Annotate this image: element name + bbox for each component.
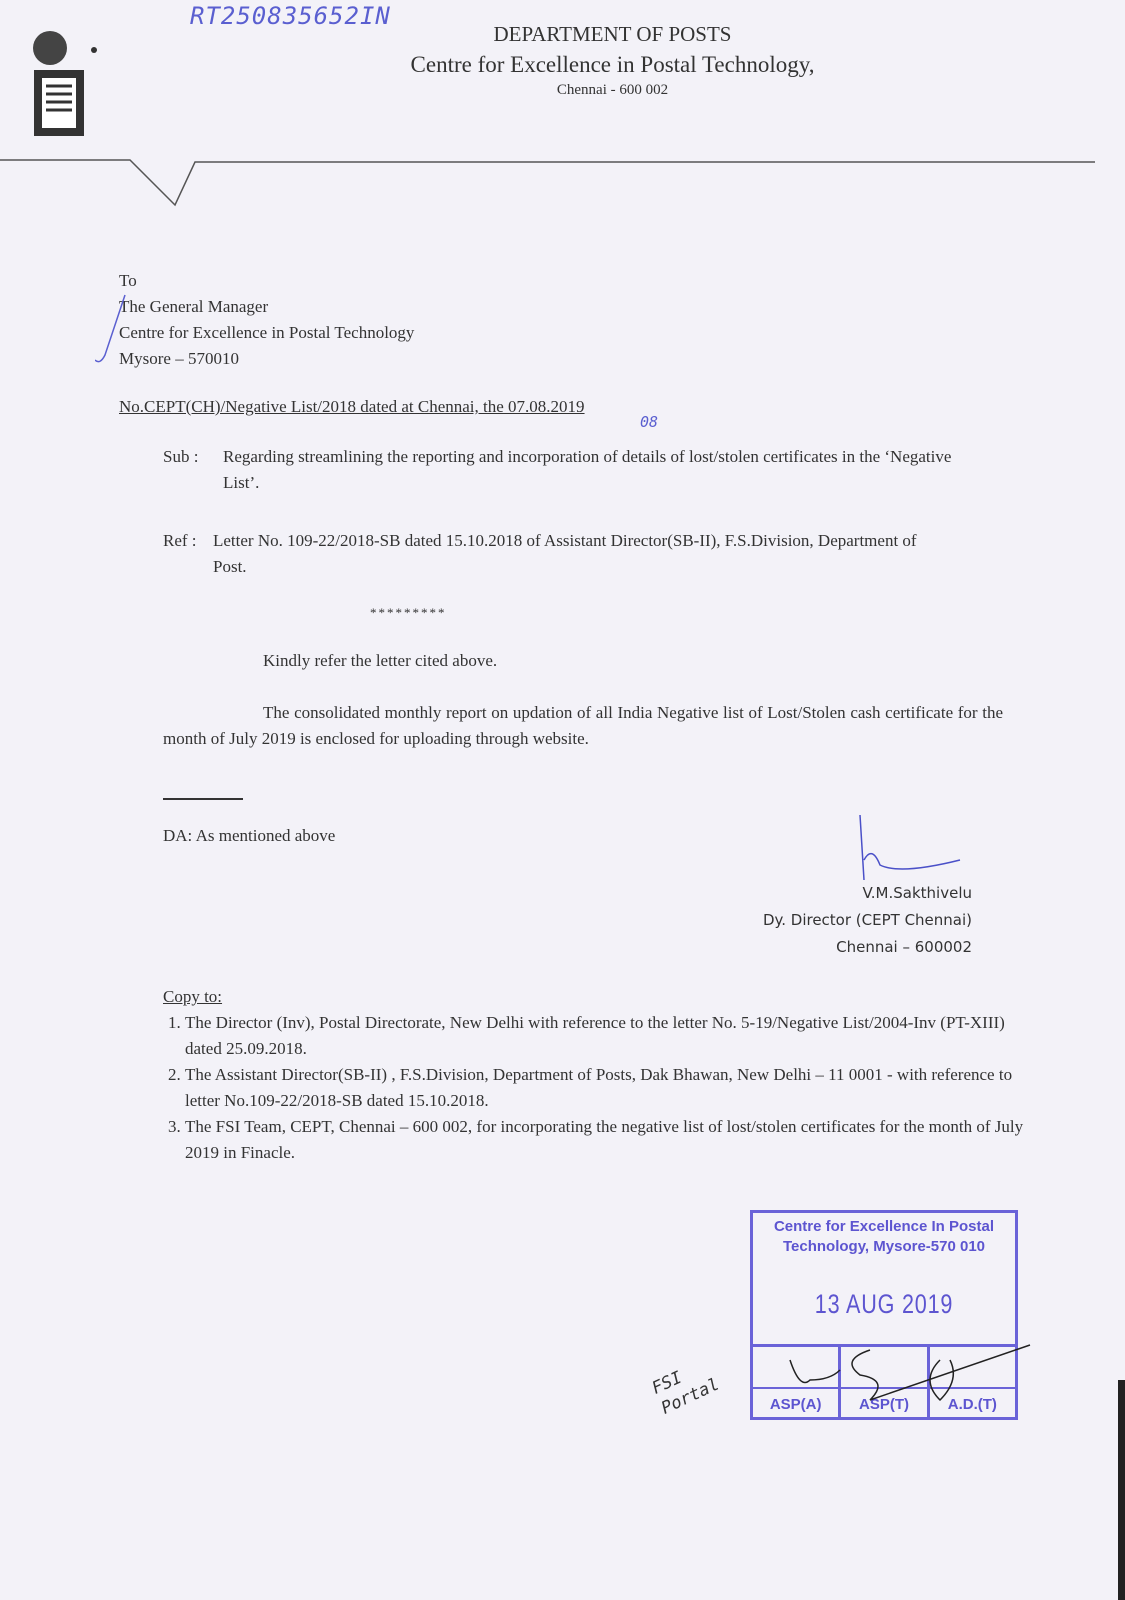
to-label: To [119, 271, 137, 290]
scan-edge [1118, 1380, 1125, 1600]
handwritten-underline [163, 798, 243, 800]
subject-label: Sub : [163, 447, 199, 466]
handwritten-note: FSI Portal [648, 1367, 723, 1419]
signatory-name: V.M.Sakthivelu [862, 884, 972, 902]
handwritten-tracking-number: RT250835652IN [190, 2, 391, 30]
handwritten-checkmark [95, 290, 135, 370]
addressee-line: The General Manager [119, 297, 269, 316]
initials-signatures [780, 1340, 1060, 1420]
header-department: DEPARTMENT OF POSTS [493, 22, 732, 46]
body-paragraph-2: The consolidated monthly report on updation of all India Negative list of Lost/Stolen cash certificate for the month of July 2019 is enclosed for uploading through website. [163, 703, 1003, 748]
signature [850, 810, 970, 890]
enclosure-note: DA: As mentioned above [163, 826, 336, 845]
header-city: Chennai - 600 002 [556, 82, 669, 98]
copy-to-list [163, 1010, 1045, 1166]
stamp-cell-asp-t: ASP(T) [841, 1347, 929, 1417]
ref-text: Letter No. 109-22/2018-SB dated 15.10.2018 of Assistant Director(SB-II), F.S.Division, Department of Post. [213, 531, 917, 576]
stamp-line-2: Technology, Mysore-570 010 [782, 1238, 986, 1255]
header-divider [0, 155, 1125, 215]
signatory-designation: Dy. Director (CEPT Chennai) [762, 911, 972, 929]
separator-stars: ********* [370, 605, 447, 620]
signatory-city: Chennai – 600002 [836, 938, 972, 956]
addressee-block [119, 268, 414, 372]
copy-to-item: 1. The Director (Inv), Postal Directorate, New Delhi with reference to the letter No. 5-19/Negative List/2004-Inv (PT-XIII) dated 25.09.2018. [185, 1010, 1045, 1062]
signatory-block [763, 880, 972, 961]
subject-text: Regarding streamlining the reporting and incorporation of details of lost/stolen certificates in the ‘Negative List’. [223, 447, 952, 492]
stamp-cell-asp-a: ASP(A) [753, 1347, 841, 1417]
copy-to-item: 2. The Assistant Director(SB-II) , F.S.Division, Department of Posts, Dak Bhawan, New Delhi – 11 0001 - with reference to letter No.109-22/2018-SB dated 15.10.2018. [185, 1062, 1045, 1114]
stamp-date: 13 AUG 2019 [814, 1289, 954, 1319]
addressee-line: Centre for Excellence in Postal Technology [119, 323, 415, 342]
body-paragraph-1: Kindly refer the letter cited above. [263, 651, 498, 670]
stamp-cell-ad-t: A.D.(T) [947, 1396, 997, 1413]
subject-block [163, 444, 963, 496]
ref-label: Ref : [163, 531, 197, 550]
handwritten-date-correction: 08 [640, 413, 659, 431]
ref-block [163, 528, 943, 580]
copy-to-item: 3. The FSI Team, CEPT, Chennai – 600 002, for incorporating the negative list of lost/stolen certificates for the month of July 2019 in Finacle. [185, 1114, 1045, 1166]
addressee-line: Mysore – 570010 [119, 349, 239, 368]
stamp-line-1: Centre for Excellence In Postal [773, 1218, 995, 1235]
reference-number: No.CEPT(CH)/Negative List/2018 dated at Chennai, the 07.08.2019 [119, 397, 585, 416]
header-centre: Centre for Excellence in Postal Technology, [410, 52, 815, 77]
copy-to-label: Copy to: [163, 987, 223, 1006]
